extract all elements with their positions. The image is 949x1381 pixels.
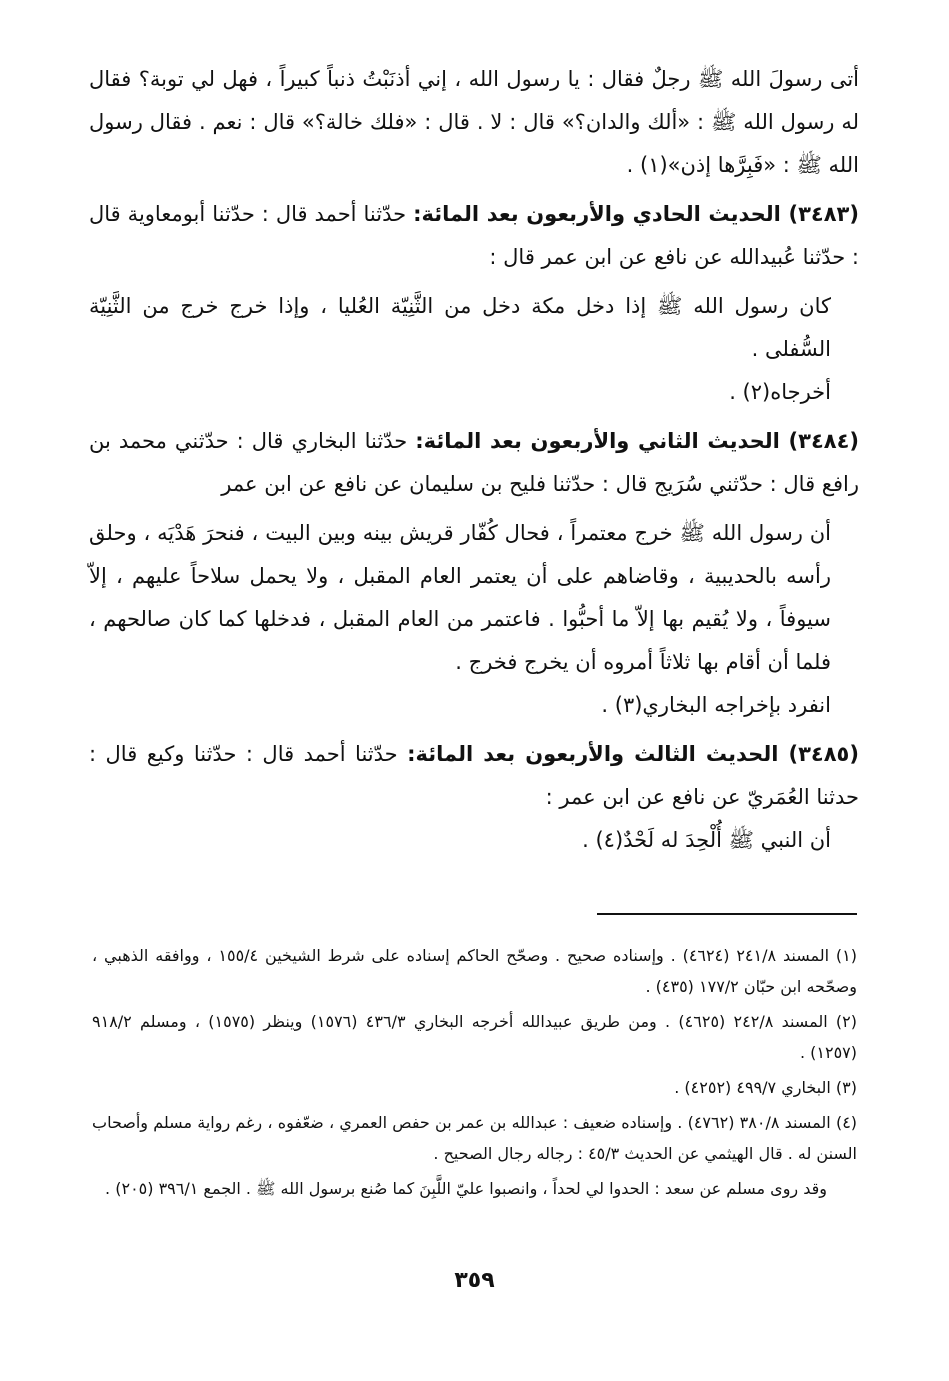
page-number: ٣٥٩ <box>454 1268 495 1293</box>
footnote-2: (٢) المسند ٢٤٢/٨ (٤٦٢٥) . ومن طريق عبيدالله أخرجه البخاري ٤٣٦/٣ (١٥٧٦) وينظر (١٥٧٥) ، ومسلم ٩١٨/٢ (١٢٥٧) . <box>92 1012 858 1062</box>
hadith-3484-heading: (٣٤٨٤) الحديث الثاني والأربعون بعد المائة: <box>415 429 860 453</box>
hadith-3485 <box>89 733 859 819</box>
footnote-3: (٣) البخاري ٤٩٩/٧ (٤٢٥٢) . <box>674 1078 857 1097</box>
hadith-3484-note: انفرد بإخراجه البخاري(٣) . <box>601 693 831 717</box>
footnotes <box>92 940 857 1208</box>
hadith-3484-chain: حدّثنا البخاري قال : حدّثني محمد بن رافع قال : حدّثني سُرَيج قال : حدّثنا فليح بن سليمان عن نافع عن ابن عمر <box>89 429 859 496</box>
main-text <box>89 58 859 862</box>
hadith-3483-matn: كان رسول الله ﷺ إذا دخل مكة دخل من الثَّنِيّة العُليا ، وإذا خرج خرج من الثَّنِيّة السُّفلى . <box>89 294 831 361</box>
hadith-3483-note: أخرجاه(٢) . <box>729 380 831 404</box>
hadith-3484-matn: أن رسول الله ﷺ خرج معتمراً ، فحال كُفّار قريش بينه وبين البيت ، فنحرَ هَدْيَه ، وحلق رأسه بالحديبية ، وقاضاهم على أن يعتمر العام المقبل ، ولا يحمل سلاحاً عليهم ، إلاّ سيوفاً ، ولا يُقيم بها إلاّ ما أحبُّوا . فاعتمر من العام المقبل ، فدخلها كما كان صالحهم ، فلما أن أقام بها ثلاثاً أمروه أن يخرج فخرج . <box>89 521 831 674</box>
hadith-3483-chain: حدّثنا أحمد قال : حدّثنا أبومعاوية قال : حدّثنا عُبيدالله عن نافع عن ابن عمر قال : <box>89 202 859 269</box>
hadith-top-text: أتى رسولَ الله ﷺ رجلٌ فقال : يا رسول الله ، إني أذنَبْتُ ذنباً كبيراً ، فهل لي توبة؟ فقال له رسول الله ﷺ : «ألك والدان؟» قال : لا . قال : «فلك خالة؟» قال : نعم . فقال رسول الله ﷺ : «فَبِرَّها إذن»(١) . <box>89 67 859 177</box>
footnote-1: (١) المسند ٢٤١/٨ (٤٦٢٤) . وإسناده صحيح . وصحّح الحاكم إسناده على شرط الشيخين ١٥٥/٤ ، ووافقه الذهبي ، وصحّحه ابن حبّان ١٧٧/٢ (٤٣٥) . <box>92 946 857 996</box>
hadith-3484 <box>89 420 859 506</box>
footnote-4: (٤) المسند ٣٨٠/٨ (٤٧٦٢) . وإسناده ضعيف : عبدالله بن عمر بن حفص العمري ، ضعّفوه ، رغم رواية مسلم وأصحاب السنن له . قال الهيثمي عن الحديث ٤٥/٣ : رجاله رجال الصحيح . <box>92 1113 858 1163</box>
footnote-4-continuation: وقد روى مسلم عن سعد : الحدوا لي لحداً ، وانصبوا عليّ اللَّبِنَ كما صُنع برسول الله ﷺ . الجمع ٣٩٦/١ (٢٠٥) . <box>105 1179 827 1198</box>
hadith-3483-heading: (٣٤٨٣) الحديث الحادي والأربعون بعد المائة: <box>413 202 859 226</box>
hadith-3485-heading: (٣٤٨٥) الحديث الثالث والأربعون بعد المائة: <box>407 742 859 766</box>
hadith-3483 <box>89 193 859 279</box>
footnote-divider <box>597 913 857 915</box>
hadith-3485-chain: حدّثنا أحمد قال : حدّثنا وكيع قال : حدثنا العُمَريّ عن نافع عن ابن عمر : <box>89 742 859 809</box>
hadith-3485-matn: أن النبي ﷺ أُلْحِدَ له لَحْدٌ(٤) . <box>582 828 831 852</box>
